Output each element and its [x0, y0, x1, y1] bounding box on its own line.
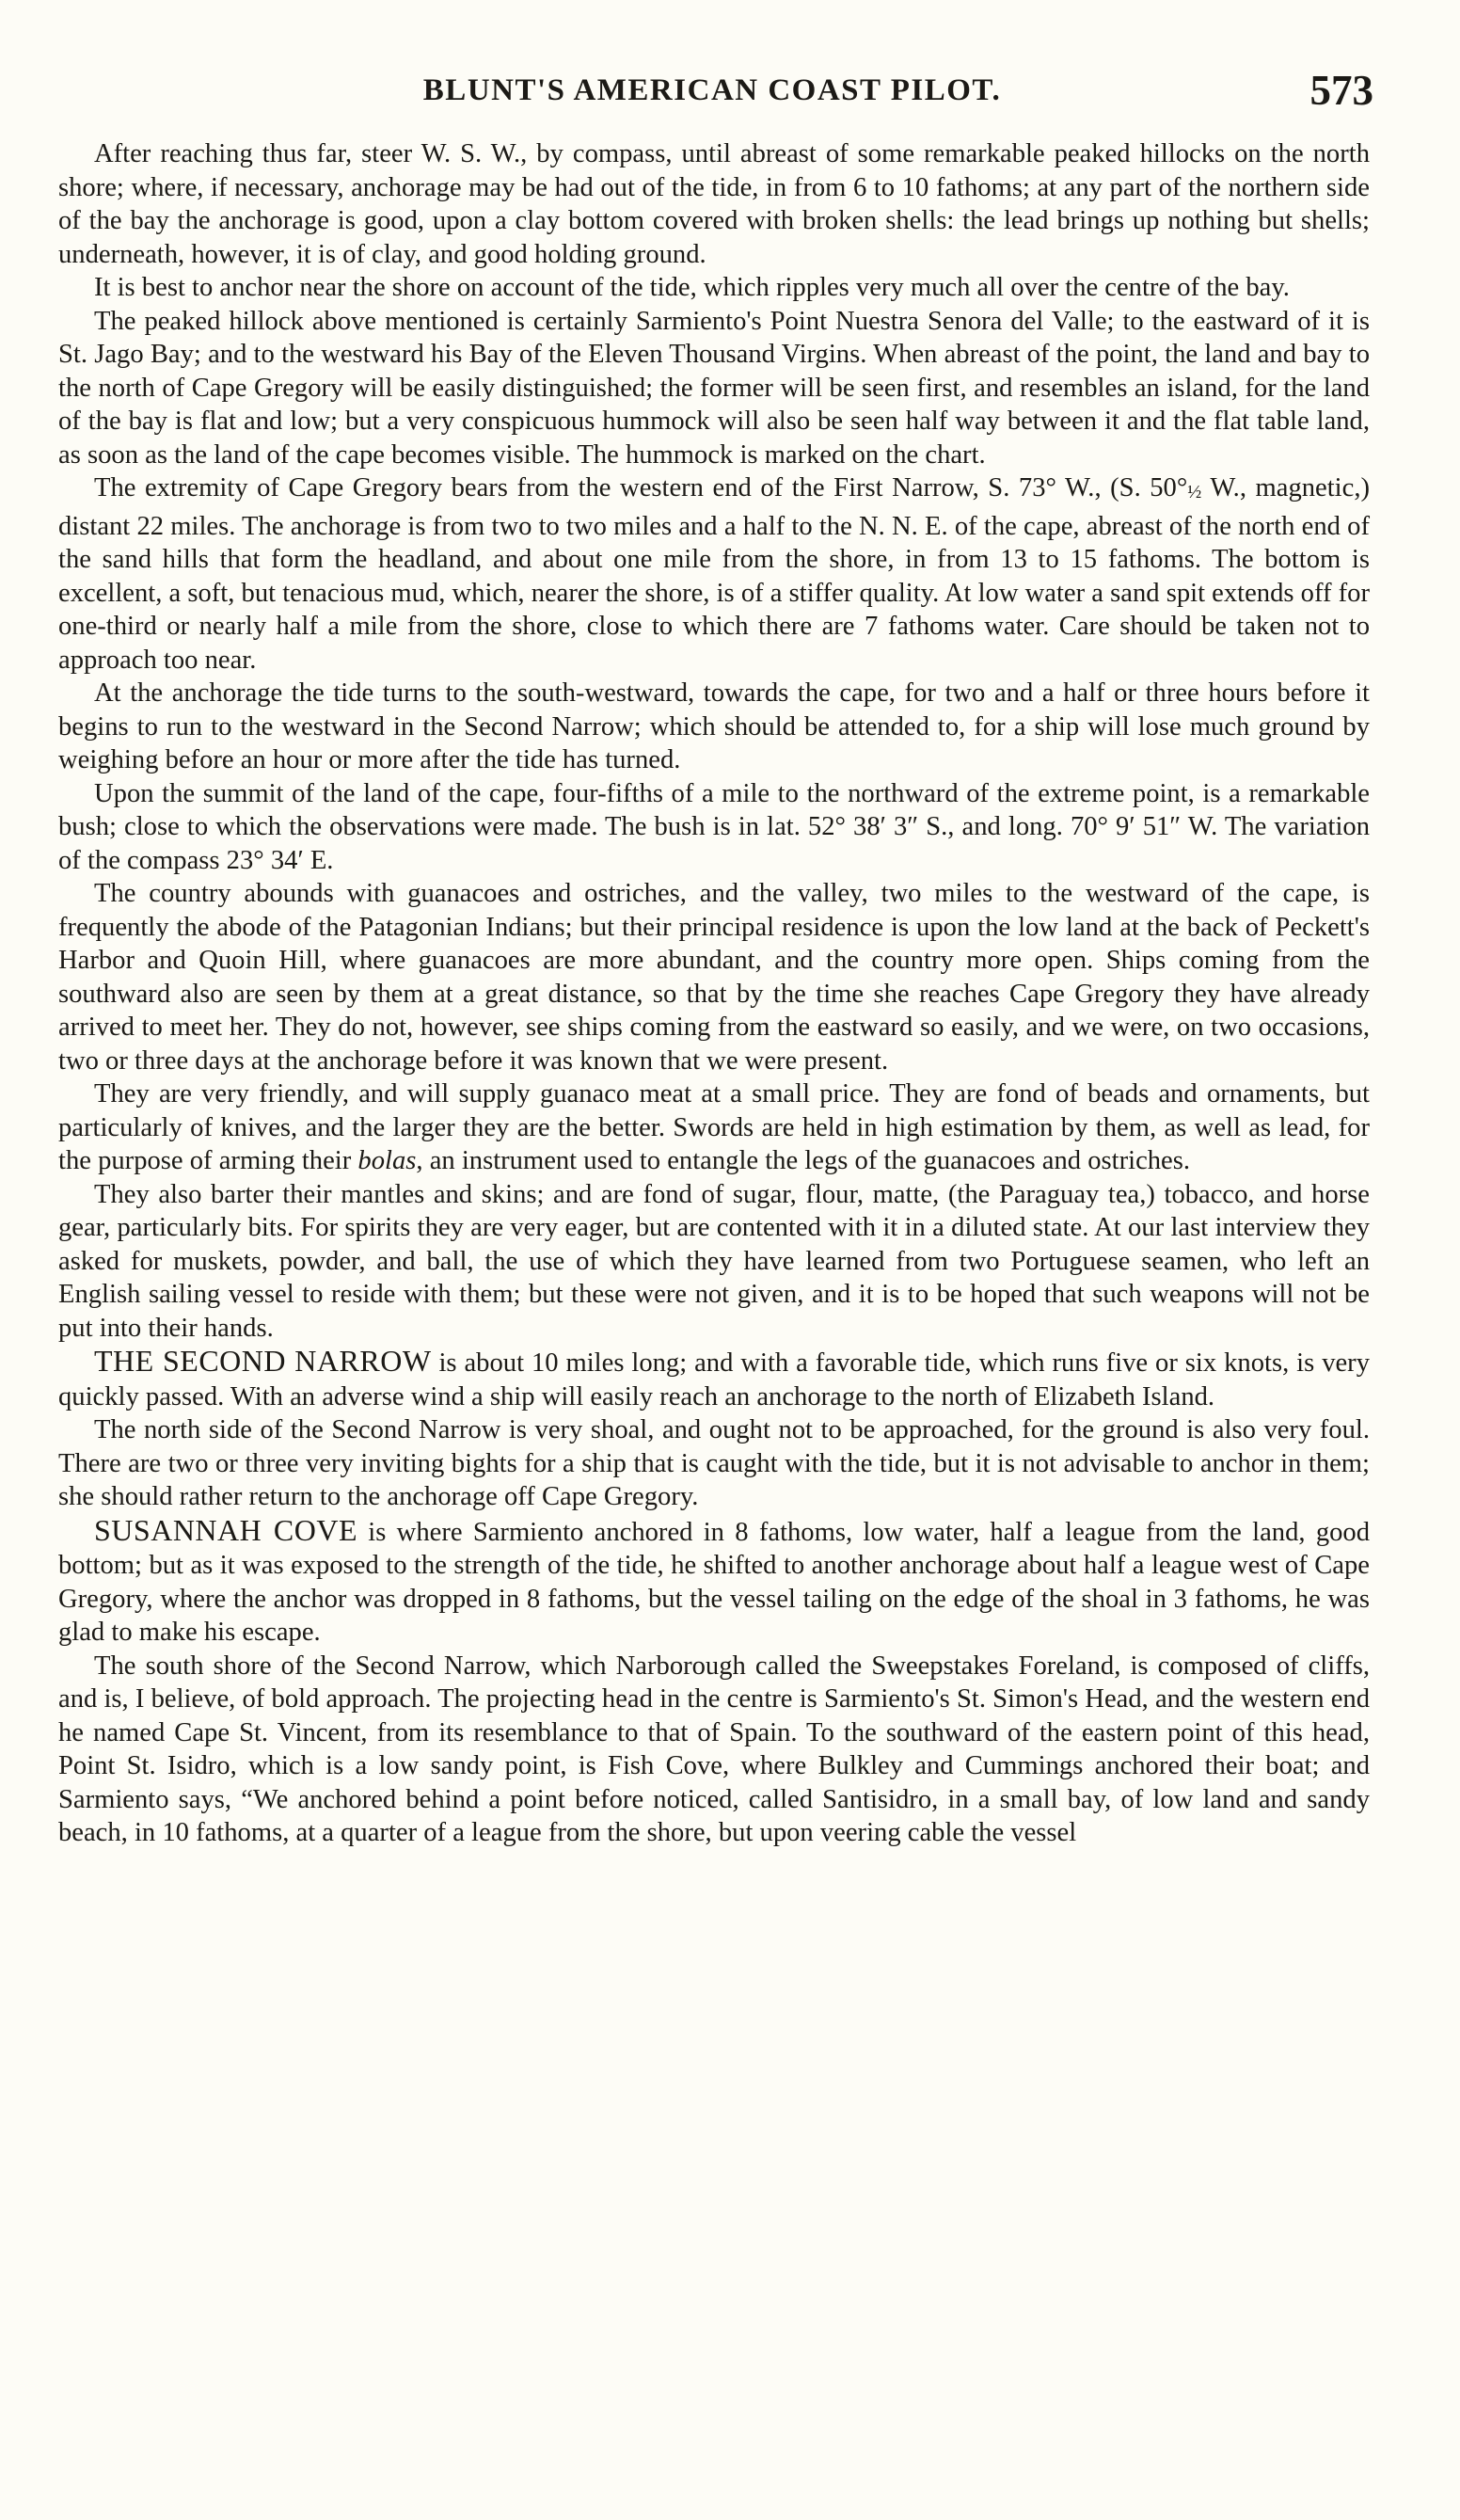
- paragraph: [58, 1345, 1370, 1413]
- paragraph: [58, 471, 1370, 677]
- paragraph: [58, 1077, 1370, 1178]
- paragraph: The peaked hillock above mentioned is certainly Sarmiento's Point Nuestra Senora del Valle; to the eastward of it is St. Jago Bay; and to the westward his Bay of the Eleven Thousand Virgins. When abreast of the point, the land and bay to the north of Cape Gregory will be easily distinguished; the former will be seen first, and resembles an island, for the land of the bay is flat and low; but a very conspicuous hummock will also be seen half way between it and the flat table land, as soon as the land of the cape becomes visible. The hummock is marked on the chart.: [58, 306, 1370, 470]
- paragraph: The country abounds with guanacoes and ostriches, and the valley, two miles to the westward of the cape, is frequently the abode of the Patagonian Indians; but their principal residence is upon the low land at the back of Peckett's Harbor and Quoin Hill, where guanacoes are more abundant, and the country more open. Ships coming from the southward also are seen by them at a great distance, so that by the time she reaches Cape Gregory they have already arrived to meet her. They do not, however, see ships coming from the eastward so easily, and we were, on two occasions, two or three days at the anchorage before it was known that we were present.: [58, 879, 1370, 1076]
- paragraph: The south shore of the Second Narrow, which Narborough called the Sweepstakes Foreland, is composed of cliffs, and is, I believe, of bold approach. The projecting head in the centre is Sarmiento's St. Simon's Head, and the western end he named Cape St. Vincent, from its resemblance to that of Spain. To the southward of the eastern point of this head, Point St. Isidro, which is a low sandy point, is Fish Cove, where Bulkley and Cummings anchored their boat; and Sarmiento says, “We anchored behind a point before noticed, called Santisidro, in a small bay, of low land and sandy beach, in 10 fathoms, at a quarter of a league from the shore, but upon veering cable the vessel: [58, 1651, 1370, 1847]
- paragraph: Upon the summit of the land of the cape, four-fifths of a mile to the northward of the extreme point, is a remarkable bush; close to which the observations were made. The bush is in lat. 52° 38′ 3″ S., and long. 70° 9′ 51″ W. The variation of the compass 23° 34′ E.: [58, 778, 1370, 875]
- paragraph: At the anchorage the tide turns to the south-westward, towards the cape, for two and a half or three hours before it begins to run to the westward in the Second Narrow; which should be attended to, for a ship will lose much ground by weighing before an hour or more after the tide has turned.: [58, 678, 1370, 774]
- paragraph-text: , an instrument used to entangle the legs of the guanacoes and ostriches.: [416, 1146, 1191, 1175]
- paragraph: The north side of the Second Narrow is very shoal, and ought not to be approached, for the ground is also very foul. There are two or three very inviting bights for a ship that is caught with the tide, but it is not advisable to anchor in them; she should rather return to the anchorage off Cape Gregory.: [58, 1415, 1370, 1511]
- section-heading: THE SECOND NARROW: [94, 1344, 432, 1378]
- page-number: 573: [1309, 67, 1373, 114]
- paragraph: They also barter their mantles and skins; and are fond of sugar, flour, matte, (the Paraguay tea,) tobacco, and horse gear, particularly bits. For spirits they are very eager, but are contented with it in a diluted state. At our last interview they asked for muskets, powder, and ball, the use of which they have learned from two Portuguese seamen, who left an English sailing vessel to reside with them; but these were not given, and it is to be hoped that such weapons will not be put into their hands.: [58, 1179, 1370, 1343]
- body-text: [58, 137, 1370, 1850]
- paragraph: It is best to anchor near the shore on account of the tide, which ripples very much all over the centre of the bay.: [94, 273, 1290, 302]
- paragraph: After reaching thus far, steer W. S. W., by compass, until abreast of some remarkable peaked hillocks on the north shore; where, if necessary, anchorage may be had out of the tide, in from 6 to 10 fathoms; at any part of the northern side of the bay the anchorage is good, upon a clay bottom covered with broken shells: the lead brings up nothing but shells; underneath, however, it is of clay, and good holding ground.: [58, 139, 1370, 269]
- section-heading: SUSANNAH COVE: [94, 1512, 358, 1547]
- paragraph: [58, 1514, 1370, 1650]
- paragraph-text: is where Sarmiento anchored in 8 fathoms, low water, half a league from the land, good bottom; but as it was exposed to the strength of the tide, he shifted to another anchorage about half a league west of Cape Gregory, where the anchor was dropped in 8 fathoms, but the vessel tailing on the edge of the shoal in 3 fathoms, he was glad to make his escape.: [58, 1517, 1371, 1647]
- paragraph-text: They are very friendly, and will supply guanaco meat at a small price. They are fond of beads and ornaments, but particularly of knives, and the larger they are the better. Swords are held in high estimation by them, as well as lead, for the purpose of arming their: [58, 1079, 1370, 1175]
- running-title: BLUNT'S AMERICAN COAST PILOT.: [422, 73, 1002, 107]
- running-head: [58, 66, 1373, 119]
- fraction: ½: [1187, 482, 1202, 502]
- paragraph-text: The extremity of Cape Gregory bears from the western end of the First Narrow, S. 73° W., (S. 50°: [94, 473, 1188, 502]
- italic-term: bolas: [357, 1146, 417, 1175]
- paragraph-text: is about 10 miles long; and with a favorable tide, which runs five or six knots, is very quickly passed. With an adverse wind a ship will easily reach an anchorage to the north of Elizabeth Island.: [58, 1348, 1370, 1412]
- paragraph-text: W., magnetic,) distant 22 miles. The anchorage is from two to two miles and a half to the N. N. E. of the cape, abreast of the north end of the sand hills that form the headland, and about one mile from the shore, in from 13 to 15 fathoms. The bottom is excellent, a soft, but tenacious mud, which, nearer the shore, is of a stiffer quality. At low water a sand spit extends off for one-third or nearly half a mile from the shore, close to which there are 7 fathoms water. Care should be taken not to approach too near.: [58, 473, 1370, 675]
